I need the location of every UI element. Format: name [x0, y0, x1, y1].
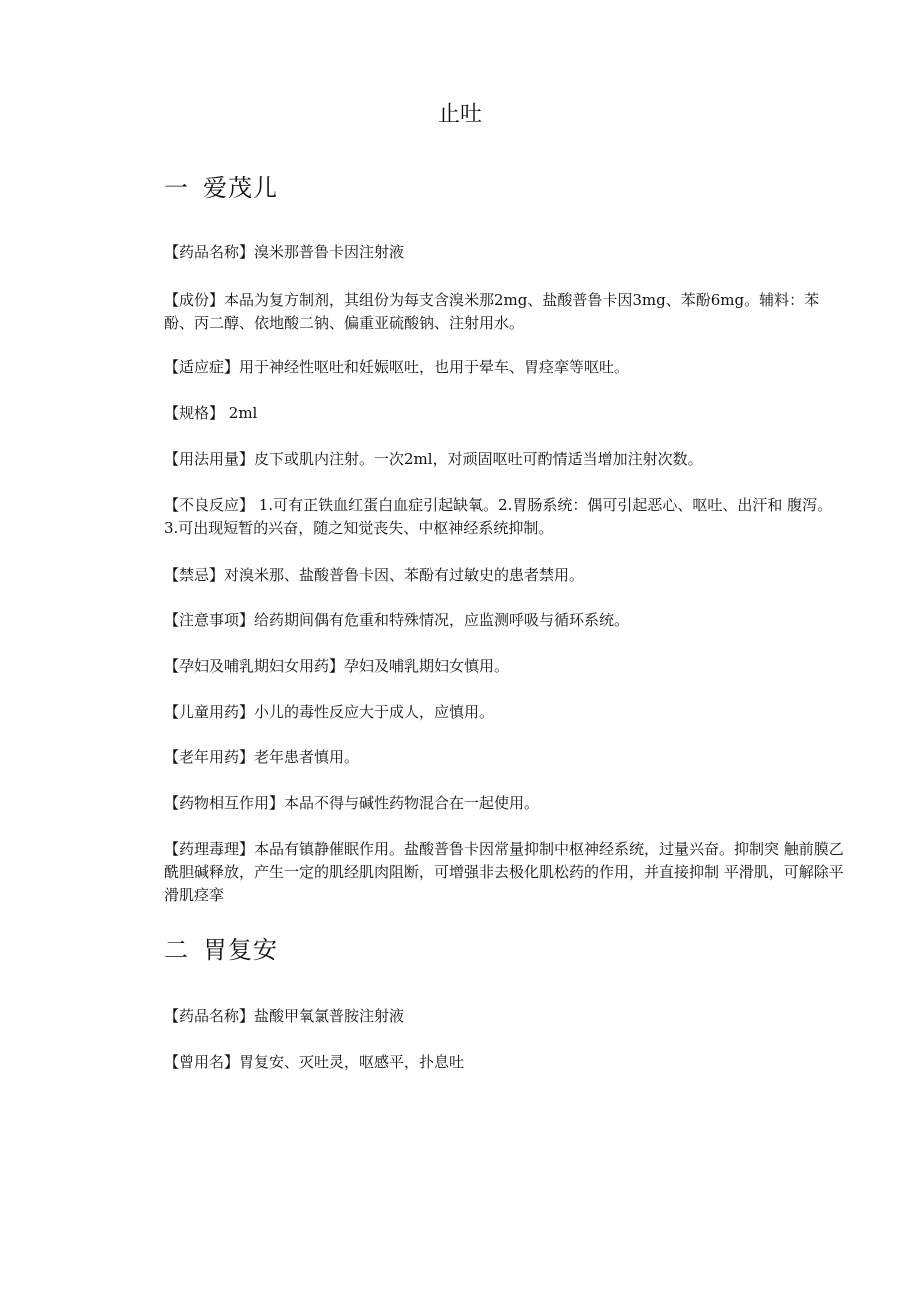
former-name-entry [164, 1051, 844, 1074]
entry-label: 【注意事项】 [164, 611, 255, 629]
entry-label: 【不良反应】 [164, 496, 255, 514]
entry-text: 1.可有正铁血红蛋白血症引起缺氧。2.胃肠系统：偶可引起恶心、呕吐、出汗和 腹泻。3.可出现短暂的兴奋，随之知觉丧失、中枢神经系统抑制。 [164, 496, 833, 537]
entry-label: 【药品名称】 [164, 1007, 255, 1025]
entry-text: 皮下或肌内注射。一次2ml，对顽固呕吐可酌情适当增加注射次数。 [254, 450, 703, 468]
entry-text: 溴米那普鲁卡因注射液 [254, 243, 405, 261]
pediatric-entry [164, 701, 844, 724]
entry-label: 【用法用量】 [164, 450, 255, 468]
entry-text: 胃复安、灭吐灵，呕感平，扑息吐 [239, 1053, 465, 1071]
section-number: 一 [164, 174, 189, 202]
drug-name-entry [164, 1005, 844, 1028]
entry-text: 对溴米那、盐酸普鲁卡因、苯酚有过敏史的患者禁用。 [224, 566, 585, 584]
section-name: 胃复安 [203, 936, 278, 964]
entry-label: 【药理毒理】 [164, 840, 255, 858]
entry-label: 【禁忌】 [164, 566, 225, 584]
entry-text: 本品为复方制剂，其组份为每支含溴米那2mg、盐酸普鲁卡因3mg、苯酚6mg。辅料：苯酚、丙二醇、依地酸二钠、偏重亚硫酸钠、注射用水。 [164, 291, 820, 332]
section-heading-1 [164, 172, 278, 204]
entry-text: 盐酸甲氧氯普胺注射液 [254, 1007, 405, 1025]
entry-text: 2ml [224, 404, 258, 422]
entry-label: 【老年用药】 [164, 748, 255, 766]
pregnancy-entry [164, 655, 844, 678]
entry-text: 孕妇及哺乳期妇女慎用。 [344, 657, 510, 675]
interactions-entry [164, 792, 844, 815]
document-title: 止吐 [437, 102, 482, 127]
entry-text: 给药期间偶有危重和特殊情况，应监测呼吸与循环系统。 [254, 611, 630, 629]
section-heading-2 [164, 934, 278, 966]
entry-text: 小儿的毒性反应大于成人，应慎用。 [254, 703, 495, 721]
entry-label: 【孕妇及哺乳期妇女用药】 [164, 657, 345, 675]
entry-label: 【药品名称】 [164, 243, 255, 261]
indications-entry [164, 356, 844, 379]
geriatric-entry [164, 746, 844, 769]
contraindications-entry [164, 564, 844, 587]
entry-text: 用于神经性呕吐和妊娠呕吐，也用于晕车、胃痉挛等呕吐。 [239, 358, 630, 376]
dosage-entry [164, 448, 844, 471]
entry-text: 本品有镇静催眠作用。盐酸普鲁卡因常量抑制中枢神经系统，过量兴奋。抑制突 触前膜乙酰胆碱释放，产生一定的肌经肌肉阻断，可增强非去极化肌松药的作用，并直接抑制 平滑肌，可解除平滑肌痉挛 [164, 840, 844, 904]
drug-name-entry [164, 241, 844, 264]
entry-text: 本品不得与碱性药物混合在一起使用。 [284, 794, 540, 812]
section-number: 二 [164, 936, 189, 964]
entry-label: 【成份】 [164, 291, 225, 309]
entry-label: 【曾用名】 [164, 1053, 240, 1071]
adverse-reactions-entry [164, 494, 844, 540]
entry-label: 【适应症】 [164, 358, 240, 376]
entry-label: 【儿童用药】 [164, 703, 255, 721]
entry-label: 【规格】 [164, 404, 225, 422]
section-name: 爱茂儿 [203, 174, 278, 202]
entry-text: 老年患者慎用。 [254, 748, 360, 766]
precautions-entry [164, 609, 844, 632]
specification-entry [164, 402, 844, 425]
composition-entry [164, 289, 844, 335]
pharmacology-entry [164, 838, 844, 907]
entry-label: 【药物相互作用】 [164, 794, 285, 812]
